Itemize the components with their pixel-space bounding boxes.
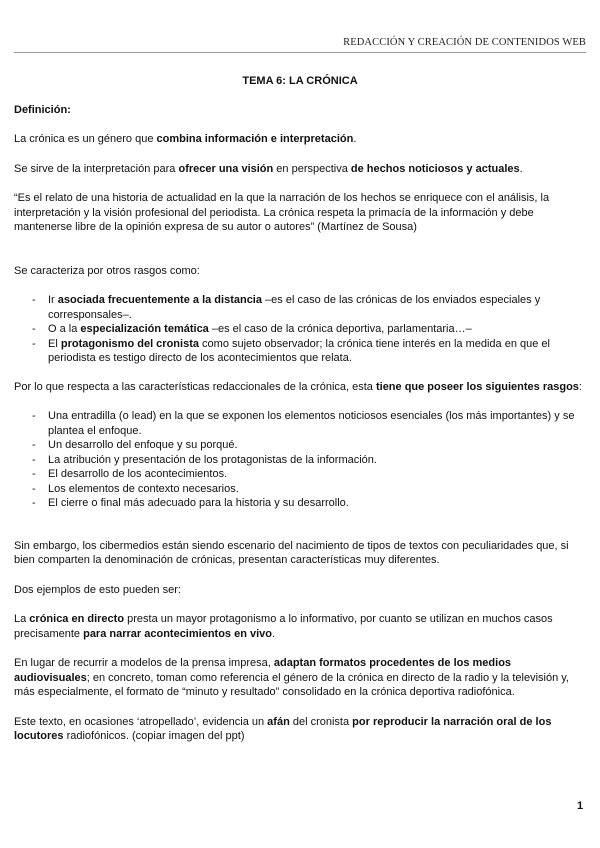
paragraph-interpretation: Se sirve de la interpretación para ofrecer una visión en perspectiva de hechos noticiosos y actuales. (14, 162, 523, 175)
list-item: - Una entradilla (o lead) en la que se exponen los elementos noticiosos esenciales (los más importantes) y se plantea el enfoque. (32, 410, 575, 437)
page-number: 1 (577, 800, 584, 812)
paragraph-definition: La crónica es un género que combina información e interpretación. (14, 133, 357, 145)
quote-paragraph: “Es el relato de una historia de actualidad en la que la narración de los hechos se enriquece con el análisis, la interpretación y la visión profesional del periodista. La crónica respeta la primacía de la información y debe mantenerse libre de la opinión expresa de su autor o autores” (Martínez de Sousa) (14, 192, 550, 233)
list-item: - El cierre o final más adecuado para la historia y su desarrollo. (32, 497, 349, 509)
list-item: - Un desarrollo del enfoque y su porqué. (32, 439, 238, 451)
paragraph-examples: Dos ejemplos de esto pueden ser: (14, 583, 181, 596)
list-item: - O a la especialización temática –es el caso de la crónica deportiva, parlamentaria…– (32, 323, 472, 335)
running-header: REDACCIÓN Y CREACIÓN DE CONTENIDOS WEB (343, 37, 586, 48)
header-divider (14, 52, 586, 53)
features-list (14, 409, 586, 511)
list-item: - El protagonismo del cronista como sujeto observador; la crónica tiene interés en la medida en que el periodista es testigo directo de los acontecimientos que relata. (32, 337, 550, 364)
list-item: - El desarrollo de los acontecimientos. (32, 468, 228, 480)
spacer (14, 250, 586, 264)
list-item: - Los elementos de contexto necesarios. (32, 482, 239, 495)
traits-list (14, 293, 586, 366)
paragraph-closing: Este texto, en ocasiones ‘atropellado’, evidencia un afán del cronista por reproducir la narración oral de los locutores radiofónicos. (copiar imagen del ppt) (14, 715, 552, 742)
paragraph-live-chronicle: La crónica en directo presta un mayor protagonismo a lo informativo, por cuanto se utilizan en muchos casos precisamente para narrar acontecimientos en vivo. (14, 613, 553, 640)
spacer (14, 525, 586, 539)
paragraph-cybermedia: Sin embargo, los cibermedios están siendo escenario del nacimiento de tipos de textos con peculiaridades que, si bien comparten la denominación de crónicas, presentan características muy diferentes. (14, 539, 569, 566)
paragraph-formats: En lugar de recurrir a modelos de la prensa impresa, adaptan formatos procedentes de los medios audiovisuales; en concreto, toman como referencia el género de la crónica en directo de la radio y la televisión y, más especialmente, el formato de “minuto y resultado” consolidado en la crónica deportiva radiofónica. (14, 657, 569, 698)
document-body (14, 74, 586, 759)
definition-heading: Definición: (14, 103, 71, 116)
list-item: - La atribución y presentación de los protagonistas de la información. (32, 453, 377, 466)
features-intro: Por lo que respecta a las características redaccionales de la crónica, esta tiene que poseer los siguientes rasgos: (14, 380, 582, 393)
traits-intro: Se caracteriza por otros rasgos como: (14, 264, 200, 277)
list-item: - Ir asociada frecuentemente a la distancia –es el caso de las crónicas de los enviados especiales y corresponsales–. (32, 294, 541, 321)
page-title: TEMA 6: LA CRÓNICA (242, 75, 358, 87)
